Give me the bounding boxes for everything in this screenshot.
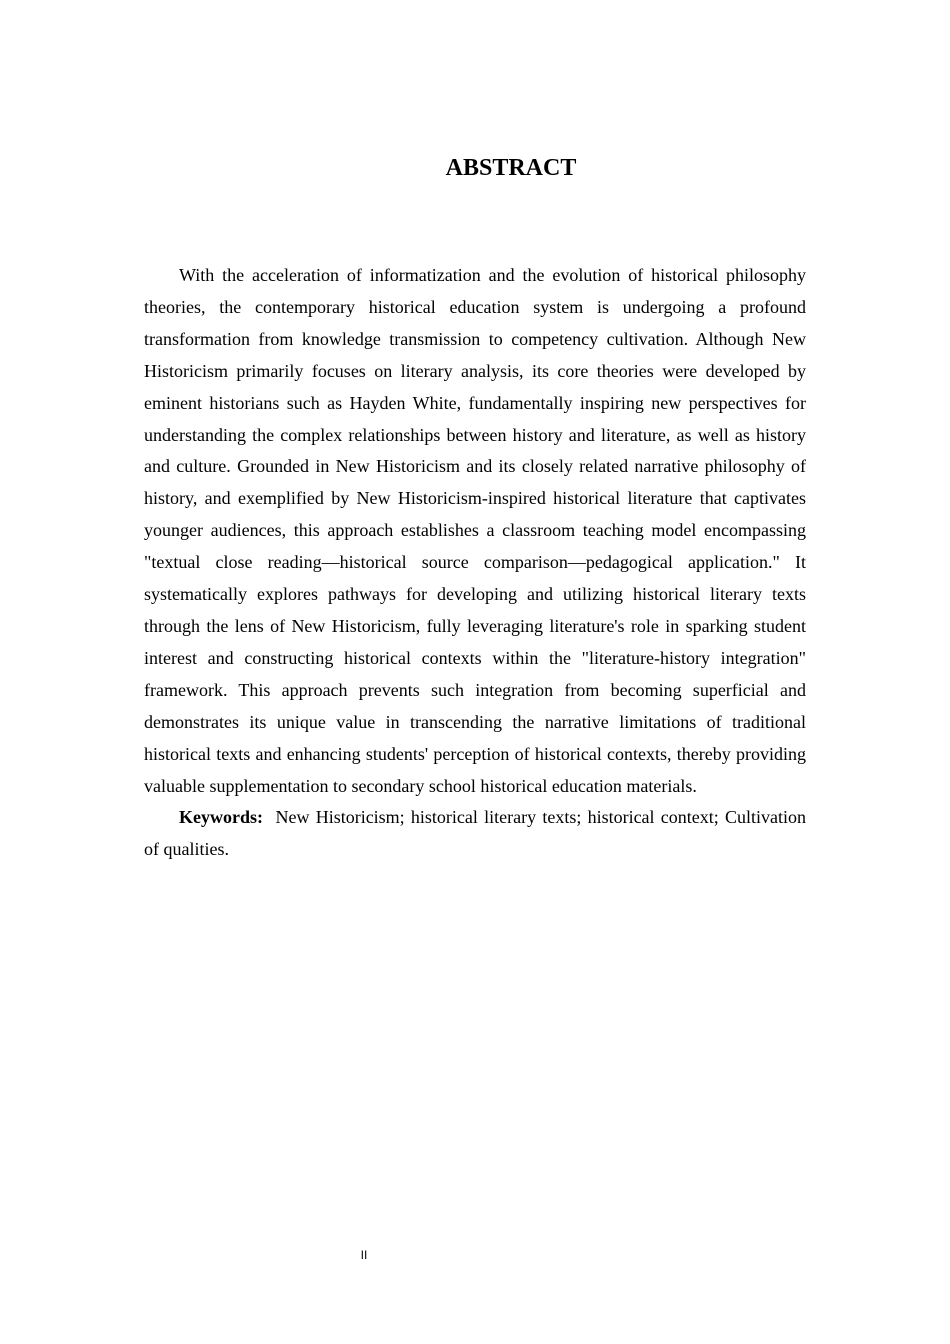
keywords-label: Keywords: [179, 807, 263, 828]
keywords-text: New Historicism; historical literary texts; historical context; Cultivation of qualities. [144, 807, 806, 860]
abstract-body [144, 260, 806, 866]
page-number: II [360, 1248, 368, 1262]
keywords-line [144, 802, 806, 866]
abstract-paragraph: With the acceleration of informatization and the evolution of historical philosophy theories, the contemporary historical education system is undergoing a profound transformation from knowledge transmission to competency cultivation. Although New Historicism primarily focuses on literary analysis, its core theories were developed by eminent historians such as Hayden White, fundamentally inspiring new perspectives for understanding the complex relationships between history and literature, as well as history and culture. Grounded in New Historicism and its closely related narrative philosophy of history, and exemplified by New Historicism-inspired historical literature that captivates younger audiences, this approach establishes a classroom teaching model encompassing "textual close reading—historical source comparison—pedagogical application." It systematically explores pathways for developing and utilizing historical literary texts through the lens of New Historicism, fully leveraging literature's role in sparking student interest and constructing historical contexts within the "literature-history integration" framework. This approach prevents such integration from becoming superficial and demonstrates its unique value in transcending the narrative limitations of traditional historical texts and enhancing students' perception of historical contexts, thereby providing valuable supplementation to secondary school historical education materials. [144, 265, 806, 796]
page-title: ABSTRACT [445, 155, 577, 181]
